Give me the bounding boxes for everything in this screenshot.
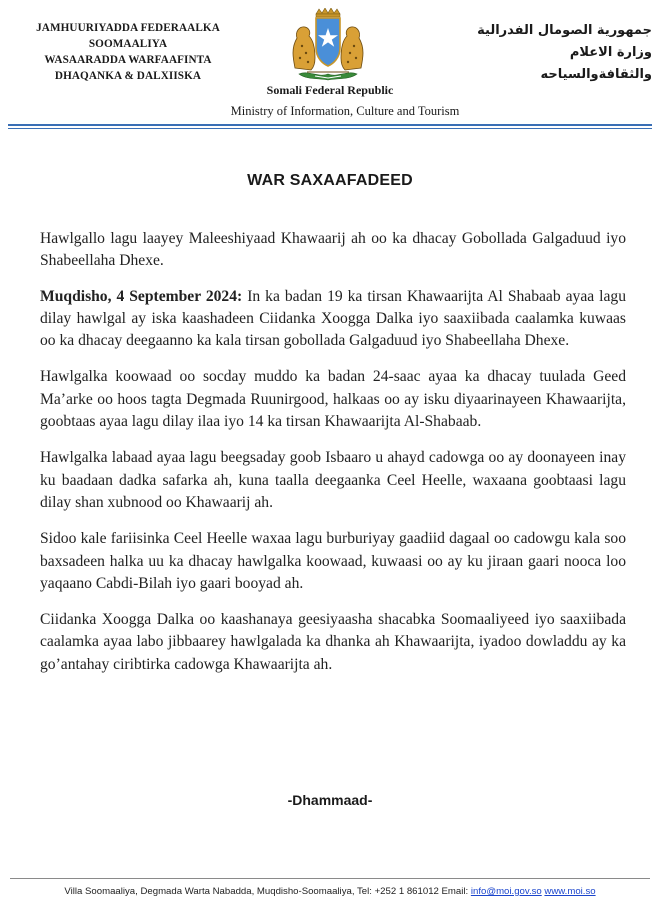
headline-paragraph: Hawlgallo lagu laayey Maleeshiyaad Khawaarij ah oo ka dhacay Gobollada Galgaduud iyo Shabeellaha Dhexe.: [40, 230, 626, 270]
letterhead-somali: [6, 20, 250, 84]
letterhead-somali-line: WASAARADDA WARFAAFINTA: [44, 54, 212, 66]
letterhead-somali-line: JAMHUURIYADDA FEDERAALKA: [36, 22, 220, 34]
somali-coat-of-arms-icon: [285, 8, 371, 82]
body-paragraph-4: Sidoo kale fariisinka Ceel Heelle waxaa lagu burburiyay gaadiid dagaal oo cadowgu kala soo baxsadeen halka uu ka dhacay hawlgalka koowaad, kuwaasi oo ay ku jiraan gaari nooca loo yaqaano Cabdi-Bilah iyo gaari booyad ah.: [40, 530, 626, 592]
footer-website-link[interactable]: www.moi.so: [544, 886, 596, 897]
footer: [0, 886, 660, 897]
page-title: WAR SAXAAFADEED: [247, 172, 413, 189]
body-paragraph-5: Ciidanka Xoogga Dalka oo kaashanaya geesiyaasha shacabka Soomaaliyeed iyo saaxiibada caalamka ayaa labo jibbaarey hawlgalada ka dhanka ah Khawaarijta, iyadoo dowladdu ay ka go’antahay ciribtirka cadowga Khawaarijta ah.: [40, 611, 626, 673]
body-paragraph-1-text: In ka badan 19 ka tirsan Khawaarijta Al Shabaab ayaa lagu dilay hawlgal ay iska kaashadeen Ciidanka Xoogga Dalka iyo saaxiibada caalamka kuwaas oo ka dhacay deegaanno ka kala tirsan gobollada Galgaduud iyo Shabeellaha Dhexe.: [40, 287, 627, 350]
letterhead-arabic: [442, 20, 652, 86]
letterhead-arabic-line: جمهورية الصومال الفدرالية: [477, 23, 652, 38]
footer-email-link[interactable]: info@moi.gov.so: [470, 886, 542, 897]
footer-divider: [10, 878, 650, 879]
letterhead-somali-line: DHAQANKA & DALXIISKA: [54, 70, 202, 82]
footer-address: Villa Soomaaliya, Degmada Warta Nabadda, Muqdisho-Soomaaliya, Tel: +252 1 861012 Email:: [64, 886, 471, 897]
letterhead-english-title: Somali Federal Republic: [266, 83, 394, 97]
letterhead-divider-thin: [8, 128, 652, 129]
body-paragraph-2: Hawlgalka koowaad oo socday muddo ka badan 24-saac ayaa ka dhacay tuulada Geed Ma’arke oo hoos tagta Degmada Ruunirgood, halkaas oo ay isku diyaarinayeen Khawaarijta, goobtaas ayaa lagu dilay ilaa iyo 14 ka tirsan Khawaarijta Al-Shabaab.: [40, 368, 626, 431]
dateline: Muqdisho, 4 September 2024:: [40, 287, 243, 305]
letterhead-somali-line: SOOMAALIYA: [88, 38, 168, 50]
body-paragraph-1: [40, 286, 626, 353]
letterhead-arabic-line: والثقافةوالسياحه: [540, 67, 652, 82]
press-release-body: [40, 228, 626, 690]
letterhead-ministry-name: Ministry of Information, Culture and Tourism: [230, 104, 460, 118]
body-paragraph-3: Hawlgalka labaad ayaa lagu beegsaday goob Isbaaro u ahayd cadowga oo ay doonayeen inay ku baadaan dadka safarka ah, kuna taalla deegaanka Ceel Heelle, waxaana goobtaasi lagu dilay shan xubnood oo Khawaarij ah.: [40, 449, 626, 511]
letterhead-divider: [8, 124, 652, 126]
closing-mark: -Dhammaad-: [287, 792, 373, 808]
letterhead-arabic-line: وزارة الاعلام: [569, 45, 652, 60]
